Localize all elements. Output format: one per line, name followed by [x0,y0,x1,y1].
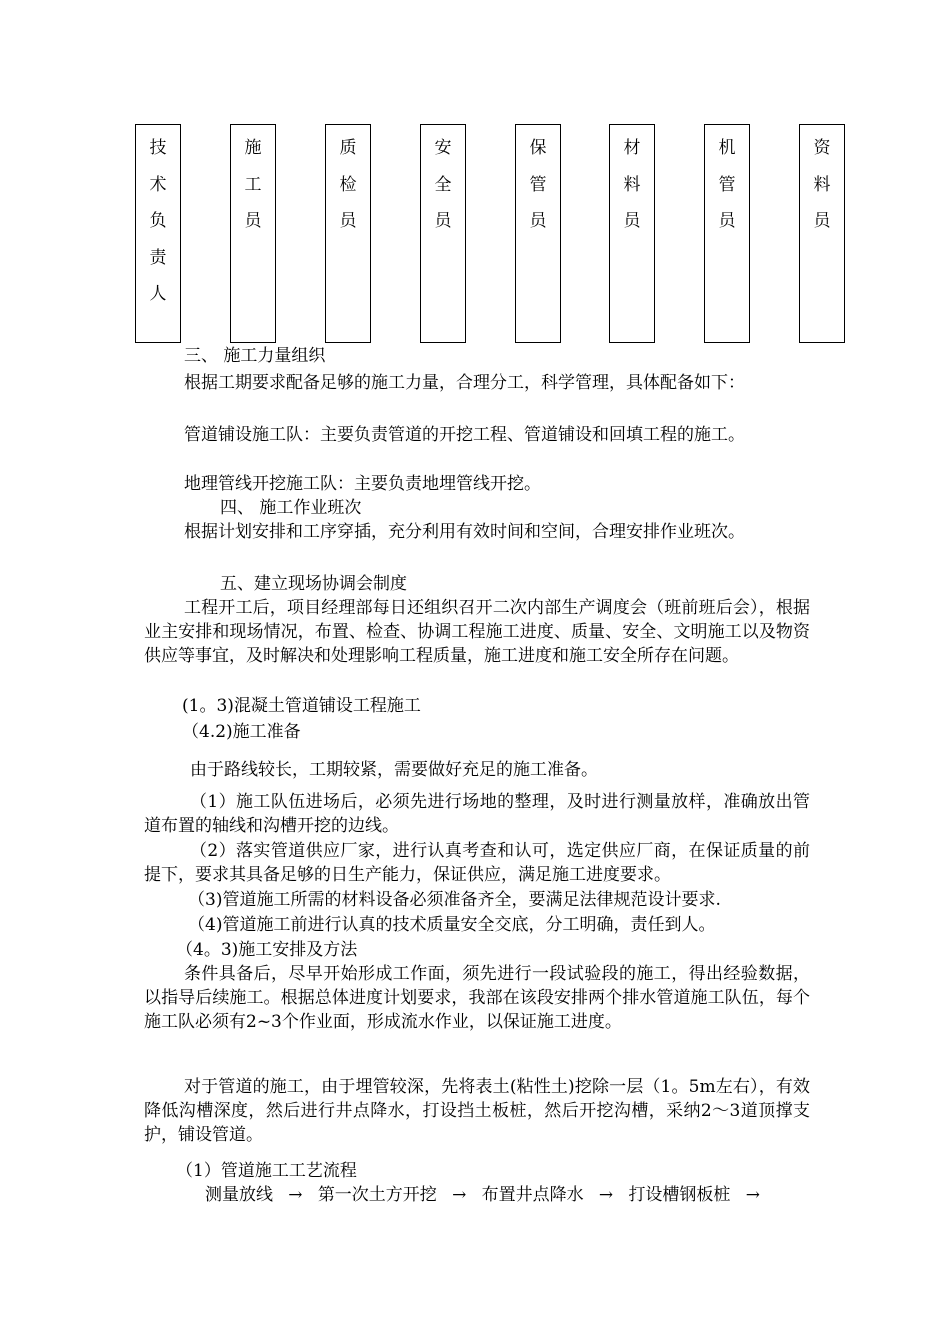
org-box-label: 技 术 负 责 人 [149,138,167,304]
prep-intro: 由于路线较长，工期较紧，需要做好充足的施工准备。 [190,760,598,780]
method-paragraph-2: 对于管道的施工，由于埋管较深，先将表土(粘性土)挖除一层（1。5m左右），有效降低沟槽深度，然后进行井点降水，打设挡土板桩，然后开挖沟槽，采纳2～3道顶撑支护，铺设管道。 [144,1077,810,1145]
flow-step: 打设槽钢板桩 [628,1185,731,1205]
org-box-label: 材 料 员 [623,138,641,231]
org-box-machine [704,124,750,343]
section-3-team-1: 管道铺设施工队：主要负责管道的开挖工程、管道铺设和回填工程的施工。 [184,425,745,445]
section-3-team-2: 地理管线开挖施工队：主要负责地埋管线开挖。 [184,474,541,494]
flow-heading: （1）管道施工工艺流程 [176,1161,357,1181]
flow-step: 第一次土方开挖 [317,1185,437,1205]
subsection-4-2: （4.2)施工准备 [182,722,301,742]
flow-step: 测量放线 [205,1185,273,1205]
org-box-label: 机 管 员 [718,138,736,231]
arrow-right-icon: → [598,1185,614,1205]
org-box-label: 安 全 员 [434,138,452,231]
org-box-data [799,124,845,343]
process-flow [205,1183,770,1207]
org-box-label: 施 工 员 [244,138,262,231]
section-5-heading: 五、建立现场协调会制度 [220,574,407,594]
flow-step: 布置井点降水 [481,1185,584,1205]
org-box-label: 质 检 员 [339,138,357,231]
section-4-heading: 四、 施工作业班次 [220,498,362,518]
arrow-right-icon: → [452,1185,467,1205]
prep-item-1: （1）施工队伍进场后，必须先进行场地的整理，及时进行测量放样，准确放出管道布置的轴线和沟槽开挖的边线。 [144,792,810,836]
org-box-quality [325,124,371,343]
section-3-heading: 三、 施工力量组织 [184,346,326,366]
method-paragraph-1: 条件具备后，尽早开始形成工作面，须先进行一段试验段的施工，得出经验数据，以指导后续施工。根据总体进度计划要求，我部在该段安排两个排水管道施工队伍，每个施工队必须有2~3个作业面，形成流水作业，以保证施工进度。 [144,964,810,1032]
org-box-safety [420,124,466,343]
subsection-4-3: （4。3)施工安排及方法 [176,940,358,960]
arrow-right-icon: → [745,1185,760,1205]
org-box-construction [230,124,276,343]
prep-item-2: （2）落实管道供应厂家，进行认真考查和认可，选定供应厂商，在保证质量的前提下，要求其具备足够的日生产能力，保证供应，满足施工进度要求。 [144,841,810,885]
arrow-right-icon: → [288,1185,303,1205]
section-5-paragraph: 工程开工后，项目经理部每日还组织召开二次内部生产调度会（班前班后会），根据业主安排和现场情况，布置、检查、协调工程施工进度、质量、安全、文明施工以及物资供应等事宜，及时解决和处理影响工程质量，施工进度和施工安全所存在问题。 [144,598,810,666]
org-box-label: 资 料 员 [813,138,831,231]
org-box-label: 保 管 员 [529,138,547,231]
section-4-text: 根据计划安排和工序穿插，充分利用有效时间和空间，合理安排作业班次。 [184,522,745,542]
prep-item-4: （4)管道施工前进行认真的技术质量安全交底，分工明确，责任到人。 [188,915,716,935]
subsection-1-3: (1。3)混凝土管道铺设工程施工 [182,696,421,716]
prep-item-3: （3)管道施工所需的材料设备必须准备齐全，要满足法律规范设计要求. [188,890,721,910]
org-box-material [609,124,655,343]
section-3-intro: 根据工期要求配备足够的施工力量，合理分工，科学管理，具体配备如下： [184,373,745,393]
org-box-tech [135,124,181,343]
org-box-custody [515,124,561,343]
